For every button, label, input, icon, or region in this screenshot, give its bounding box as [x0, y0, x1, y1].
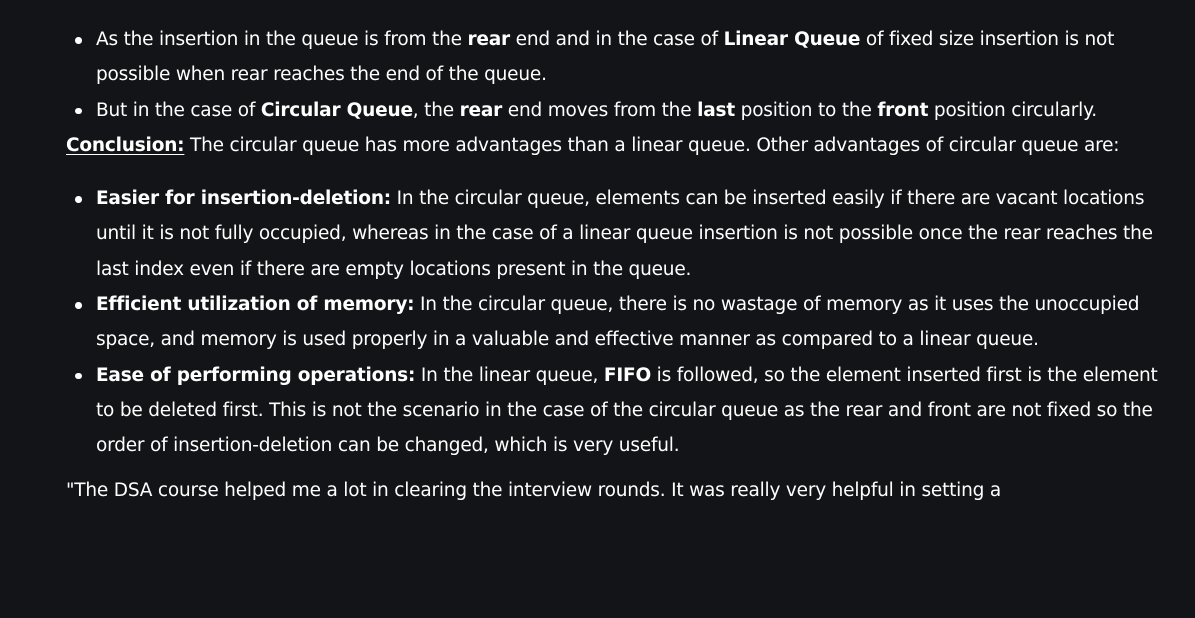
conclusion-text: The circular queue has more advantages than a linear queue. Other advantages of circular queue are: — [184, 134, 1120, 156]
testimonial-quote: "The DSA course helped me a lot in clearing the interview rounds. It was really very helpful in setting a — [66, 479, 1002, 501]
text-segment: position circularly. — [928, 99, 1097, 121]
text-segment: In the circular queue, there is no wastage of memory as it uses the unoccupied space, and memory is used properly in a valuable and effective manner as compared to a linear queue. — [96, 294, 1140, 351]
text-segment: is followed, so the element inserted first is the element to be deleted first. This is not the scenario in the case of the circular queue as the rear and front are not fixed so the order of insertion-deletion can be changed, which is very useful. — [96, 364, 1158, 457]
bold-text: front — [877, 99, 929, 121]
list-item — [96, 181, 1166, 287]
list-item — [96, 22, 1166, 93]
bullet-icon — [75, 373, 82, 380]
advantages-list — [66, 181, 1166, 463]
text-segment: In the circular queue, elements can be inserted easily if there are vacant locations until it is not fully occupied, whereas in the case of a linear queue insertion is not possible once the rear reaches the last index even if there are empty locations present in the queue. — [96, 188, 1153, 280]
bullet-icon — [75, 302, 82, 309]
list-item — [96, 93, 1166, 128]
list-item — [96, 358, 1166, 464]
text-segment: , the — [412, 99, 460, 121]
bold-text: Ease of performing operations: — [96, 364, 416, 386]
text-segment: But in the case of — [96, 99, 261, 121]
bold-text: last — [697, 99, 735, 121]
bold-text: Efficient utilization of memory: — [96, 294, 415, 316]
bold-text: Linear Queue — [723, 29, 861, 50]
bold-text: Circular Queue — [260, 99, 413, 121]
bullet-icon — [75, 37, 82, 44]
list-item — [96, 287, 1166, 358]
bold-text: Easier for insertion-deletion: — [96, 188, 391, 210]
text-segment: end and in the case of — [509, 29, 724, 50]
intro-bullet-list — [66, 22, 1166, 128]
bold-text: FIFO — [603, 364, 651, 386]
bullet-icon — [75, 196, 82, 203]
text-segment: of fixed size insertion is not possible when rear reaches the end of the queue. — [96, 29, 1115, 86]
conclusion-heading: Conclusion: — [66, 134, 185, 156]
text-segment: position to the — [734, 99, 878, 121]
bold-text: rear — [459, 99, 503, 121]
text-segment: In the linear queue, — [415, 364, 604, 386]
conclusion-paragraph — [66, 128, 1166, 163]
text-segment: As the insertion in the queue is from the — [96, 29, 468, 50]
bold-text: rear — [467, 29, 510, 50]
text-segment: end moves from the — [502, 99, 698, 121]
bullet-icon — [75, 108, 82, 115]
